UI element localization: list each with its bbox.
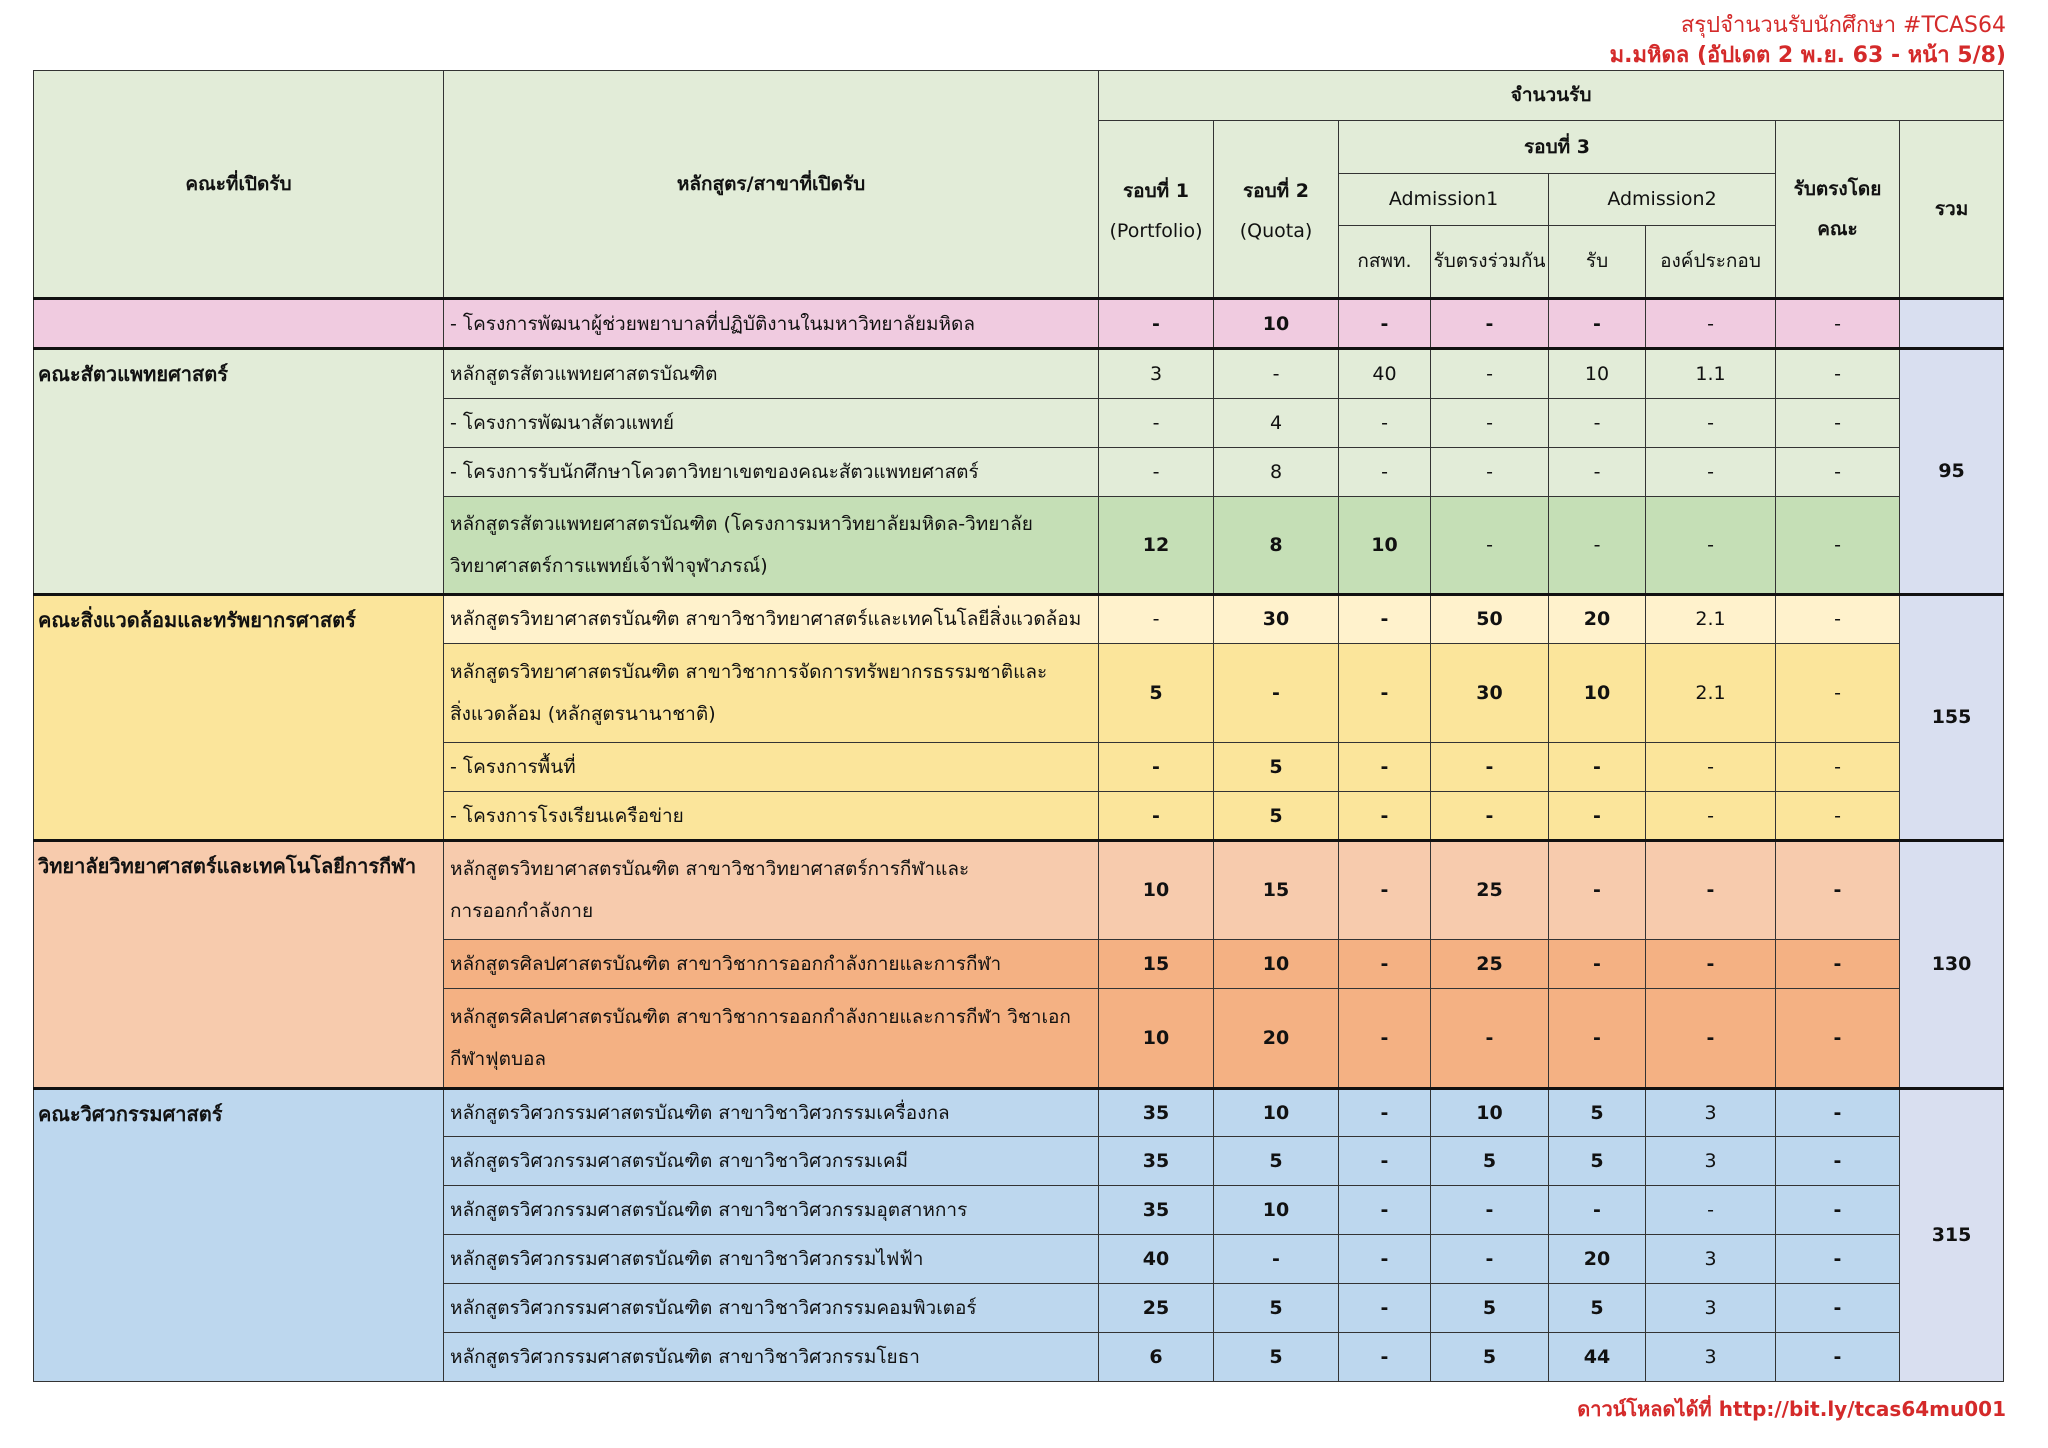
a1-joint-value: 25 [1431, 939, 1549, 988]
direct-value: - [1776, 496, 1900, 594]
program-name [444, 841, 1099, 940]
direct-value: - [1776, 1332, 1900, 1381]
program-name-line1: หลักสูตรวิทยาศาสตรบัณฑิต สาขาวิชาการจัดการทรัพยากรธรรมชาติและ [450, 661, 1048, 684]
a2-rap-value: - [1549, 743, 1646, 792]
program-name: หลักสูตรวิศวกรรมศาสตรบัณฑิต สาขาวิชาวิศวกรรมเครื่องกล [444, 1088, 1099, 1137]
round1-sublabel: (Portfolio) [1109, 220, 1203, 243]
a1-joint-value: 10 [1431, 1088, 1549, 1137]
col-header-direct: รับตรงโดยคณะ [1776, 120, 1900, 298]
round1-value: 15 [1099, 939, 1214, 988]
direct-value: - [1776, 1137, 1900, 1186]
a2-rap-value: - [1549, 792, 1646, 841]
a1-kor-value: - [1339, 398, 1431, 447]
round1-value: 35 [1099, 1088, 1214, 1137]
round2-value: 10 [1214, 1186, 1339, 1235]
round2-value: 5 [1214, 743, 1339, 792]
round1-value: 12 [1099, 496, 1214, 594]
direct-value: - [1776, 1186, 1900, 1235]
a2-rap-value: - [1549, 841, 1646, 940]
a2-rap-value: - [1549, 299, 1646, 349]
a1-joint-value: - [1431, 1235, 1549, 1284]
a2-comp-value: 2.1 [1646, 644, 1776, 743]
program-name: - โครงการพัฒนาสัตวแพทย์ [444, 398, 1099, 447]
col-header-round2 [1214, 120, 1339, 298]
a1-kor-value: 40 [1339, 349, 1431, 399]
a1-kor-value: - [1339, 594, 1431, 644]
program-name: หลักสูตรวิศวกรรมศาสตรบัณฑิต สาขาวิชาวิศวกรรมโยธา [444, 1332, 1099, 1381]
page-subtitle: ม.มหิดล (อัปเดต 2 พ.ย. 63 - หน้า 5/8) [1609, 43, 2006, 68]
program-name: หลักสูตรวิศวกรรมศาสตรบัณฑิต สาขาวิชาวิศวกรรมคอมพิวเตอร์ [444, 1284, 1099, 1333]
round2-value: 5 [1214, 1284, 1339, 1333]
a1-kor-value: - [1339, 1332, 1431, 1381]
round2-value: - [1214, 349, 1339, 399]
direct-value: - [1776, 792, 1900, 841]
a1-joint-value: 25 [1431, 841, 1549, 940]
a1-joint-value: - [1431, 988, 1549, 1088]
table-row [34, 349, 2004, 399]
a2-comp-value: 3 [1646, 1235, 1776, 1284]
a1-kor-value: - [1339, 299, 1431, 349]
direct-value: - [1776, 1284, 1900, 1333]
round1-value: 35 [1099, 1186, 1214, 1235]
a2-comp-value: - [1646, 496, 1776, 594]
a2-comp-value: 3 [1646, 1332, 1776, 1381]
a1-kor-value: - [1339, 1235, 1431, 1284]
round2-value: 8 [1214, 447, 1339, 496]
faculty-name-eng: คณะวิศวกรรมศาสตร์ [34, 1088, 444, 1382]
a2-rap-value: - [1549, 1186, 1646, 1235]
a1-kor-value: - [1339, 1137, 1431, 1186]
table-row [34, 299, 2004, 349]
col-header-program: หลักสูตร/สาขาที่เปิดรับ [444, 71, 1099, 299]
a2-rap-value: 5 [1549, 1088, 1646, 1137]
faculty-name-sport: วิทยาลัยวิทยาศาสตร์และเทคโนโลยีการกีฬา [34, 841, 444, 1089]
round2-value: - [1214, 1235, 1339, 1284]
program-name: - โครงการรับนักศึกษาโควตาวิทยาเขตของคณะสัตวแพทยศาสตร์ [444, 447, 1099, 496]
a2-rap-value: 44 [1549, 1332, 1646, 1381]
program-name [444, 644, 1099, 743]
round1-value: 35 [1099, 1137, 1214, 1186]
round2-value: - [1214, 644, 1339, 743]
round2-value: 4 [1214, 398, 1339, 447]
round1-value: - [1099, 398, 1214, 447]
col-header-admission2: Admission2 [1549, 173, 1776, 225]
a1-kor-value: - [1339, 1284, 1431, 1333]
program-name: หลักสูตรศิลปศาสตรบัณฑิต สาขาวิชาการออกกำลังกายและการกีฬา [444, 939, 1099, 988]
direct-value: - [1776, 988, 1900, 1088]
program-name [444, 988, 1099, 1088]
a2-comp-value: - [1646, 447, 1776, 496]
round1-value: 40 [1099, 1235, 1214, 1284]
round1-value: - [1099, 447, 1214, 496]
a1-kor-value: - [1339, 447, 1431, 496]
a2-comp-value: - [1646, 988, 1776, 1088]
a2-rap-value: - [1549, 398, 1646, 447]
round2-value: 15 [1214, 841, 1339, 940]
col-header-total: รวม [1900, 120, 2004, 298]
a1-kor-value: 10 [1339, 496, 1431, 594]
a2-rap-value: 5 [1549, 1284, 1646, 1333]
round2-value: 5 [1214, 1332, 1339, 1381]
a2-comp-value: 3 [1646, 1137, 1776, 1186]
round2-value: 5 [1214, 792, 1339, 841]
round1-value: - [1099, 743, 1214, 792]
round1-value: 10 [1099, 988, 1214, 1088]
faculty-cell-empty [34, 299, 444, 349]
faculty-name-env: คณะสิ่งแวดล้อมและทรัพยากรศาสตร์ [34, 594, 444, 840]
a1-kor-value: - [1339, 743, 1431, 792]
program-name: หลักสูตรวิทยาศาสตรบัณฑิต สาขาวิชาวิทยาศาสตร์และเทคโนโลยีสิ่งแวดล้อม [444, 594, 1099, 644]
round2-value: 8 [1214, 496, 1339, 594]
direct-value: - [1776, 644, 1900, 743]
round2-sublabel: (Quota) [1239, 220, 1313, 243]
direct-value: - [1776, 299, 1900, 349]
program-name-line2: วิทยาศาสตร์การแพทย์เจ้าฟ้าจุฬาภรณ์) [450, 554, 768, 577]
program-name: - โครงการพื้นที่ [444, 743, 1099, 792]
round1-value: 10 [1099, 841, 1214, 940]
round2-value: 5 [1214, 1137, 1339, 1186]
a1-joint-value: - [1431, 299, 1549, 349]
program-name-line2: การออกกำลังกาย [450, 900, 594, 923]
a1-kor-value: - [1339, 644, 1431, 743]
round1-value: 6 [1099, 1332, 1214, 1381]
a2-rap-value: - [1549, 939, 1646, 988]
a1-joint-value: - [1431, 743, 1549, 792]
direct-value: - [1776, 841, 1900, 940]
round2-value: 10 [1214, 299, 1339, 349]
program-name-line2: สิ่งแวดล้อม (หลักสูตรนานาชาติ) [450, 703, 716, 726]
program-name-line1: หลักสูตรศิลปศาสตรบัณฑิต สาขาวิชาการออกกำลังกายและการกีฬา วิชาเอก [450, 1005, 1071, 1028]
round2-value: 10 [1214, 939, 1339, 988]
round1-value: 25 [1099, 1284, 1214, 1333]
faculty-total-vet: 95 [1900, 349, 2004, 594]
total-cell-empty [1900, 299, 2004, 349]
a1-kor-value: - [1339, 939, 1431, 988]
program-name-line1: หลักสูตรสัตวแพทยศาสตรบัณฑิต (โครงการมหาวิทยาลัยมหิดล-วิทยาลัย [450, 512, 1033, 535]
program-name: - โครงการโรงเรียนเครือข่าย [444, 792, 1099, 841]
a1-joint-value: 5 [1431, 1137, 1549, 1186]
direct-value: - [1776, 1235, 1900, 1284]
admission-table-container [33, 70, 2004, 1382]
faculty-total-env: 155 [1900, 594, 2004, 840]
a2-comp-value: 3 [1646, 1088, 1776, 1137]
a2-rap-value: 5 [1549, 1137, 1646, 1186]
a2-rap-value: - [1549, 496, 1646, 594]
a2-rap-value: 10 [1549, 349, 1646, 399]
round1-value: - [1099, 594, 1214, 644]
a2-comp-value: - [1646, 792, 1776, 841]
round1-value: - [1099, 299, 1214, 349]
page-title: สรุปจำนวนรับนักศึกษา #TCAS64 [1680, 13, 2006, 38]
a1-joint-value: - [1431, 349, 1549, 399]
a2-comp-value: 1.1 [1646, 349, 1776, 399]
a2-comp-value: - [1646, 299, 1776, 349]
col-header-faculty: คณะที่เปิดรับ [34, 71, 444, 299]
a1-joint-value: - [1431, 447, 1549, 496]
program-name: หลักสูตรสัตวแพทยศาสตรบัณฑิต [444, 349, 1099, 399]
table-row [34, 841, 2004, 940]
direct-value: - [1776, 939, 1900, 988]
direct-value: - [1776, 594, 1900, 644]
program-name: หลักสูตรวิศวกรรมศาสตรบัณฑิต สาขาวิชาวิศวกรรมเคมี [444, 1137, 1099, 1186]
faculty-name-vet: คณะสัตวแพทยศาสตร์ [34, 349, 444, 594]
round2-value: 10 [1214, 1088, 1339, 1137]
col-header-round1 [1099, 120, 1214, 298]
program-name: หลักสูตรวิศวกรรมศาสตรบัณฑิต สาขาวิชาวิศวกรรมอุตสาหการ [444, 1186, 1099, 1235]
a2-comp-value: - [1646, 939, 1776, 988]
direct-value: - [1776, 447, 1900, 496]
a2-comp-value: - [1646, 398, 1776, 447]
program-name: หลักสูตรวิศวกรรมศาสตรบัณฑิต สาขาวิชาวิศวกรรมไฟฟ้า [444, 1235, 1099, 1284]
a2-comp-value: - [1646, 1186, 1776, 1235]
col-header-a2-comp: องค์ประกอบ [1646, 225, 1776, 298]
a1-joint-value: 5 [1431, 1332, 1549, 1381]
table-row [34, 1088, 2004, 1137]
a1-kor-value: - [1339, 988, 1431, 1088]
a1-kor-value: - [1339, 1088, 1431, 1137]
a1-joint-value: - [1431, 792, 1549, 841]
a1-kor-value: - [1339, 792, 1431, 841]
a1-kor-value: - [1339, 841, 1431, 940]
round1-label: รอบที่ 1 [1122, 180, 1190, 203]
a2-comp-value: - [1646, 743, 1776, 792]
round1-value: 5 [1099, 644, 1214, 743]
program-name [444, 496, 1099, 594]
col-header-quota-total: จำนวนรับ [1099, 71, 2004, 121]
a1-joint-value: 50 [1431, 594, 1549, 644]
direct-value: - [1776, 398, 1900, 447]
direct-value: - [1776, 1088, 1900, 1137]
a1-joint-value: - [1431, 398, 1549, 447]
a1-kor-value: - [1339, 1186, 1431, 1235]
col-header-a1-joint: รับตรงร่วมกัน [1431, 225, 1549, 298]
download-link[interactable]: ดาวน์โหลดได้ที่ http://bit.ly/tcas64mu001 [1577, 1397, 2006, 1421]
a2-comp-value: 2.1 [1646, 594, 1776, 644]
program-name-line2: กีฬาฟุตบอล [450, 1047, 547, 1070]
col-header-admission1: Admission1 [1339, 173, 1549, 225]
round1-value: - [1099, 792, 1214, 841]
faculty-total-eng: 315 [1900, 1088, 2004, 1382]
a2-comp-value: - [1646, 841, 1776, 940]
admission-table [33, 70, 2004, 1382]
a1-joint-value: - [1431, 1186, 1549, 1235]
col-header-round3: รอบที่ 3 [1339, 120, 1776, 173]
col-header-a2-rap: รับ [1549, 225, 1646, 298]
round2-value: 20 [1214, 988, 1339, 1088]
a2-rap-value: - [1549, 988, 1646, 1088]
direct-value: - [1776, 349, 1900, 399]
a2-comp-value: 3 [1646, 1284, 1776, 1333]
a2-rap-value: - [1549, 447, 1646, 496]
a1-joint-value: 30 [1431, 644, 1549, 743]
faculty-total-sport: 130 [1900, 841, 2004, 1089]
a2-rap-value: 20 [1549, 1235, 1646, 1284]
a1-joint-value: 5 [1431, 1284, 1549, 1333]
program-name: - โครงการพัฒนาผู้ช่วยพยาบาลที่ปฏิบัติงานในมหาวิทยาลัยมหิดล [444, 299, 1099, 349]
a2-rap-value: 20 [1549, 594, 1646, 644]
round1-value: 3 [1099, 349, 1214, 399]
col-header-a1-kor: กสพท. [1339, 225, 1431, 298]
table-row [34, 594, 2004, 644]
a1-joint-value: - [1431, 496, 1549, 594]
round2-label: รอบที่ 2 [1242, 180, 1310, 203]
round2-value: 30 [1214, 594, 1339, 644]
program-name-line1: หลักสูตรวิทยาศาสตรบัณฑิต สาขาวิชาวิทยาศาสตร์การกีฬาและ [450, 858, 970, 881]
a2-rap-value: 10 [1549, 644, 1646, 743]
direct-value: - [1776, 743, 1900, 792]
